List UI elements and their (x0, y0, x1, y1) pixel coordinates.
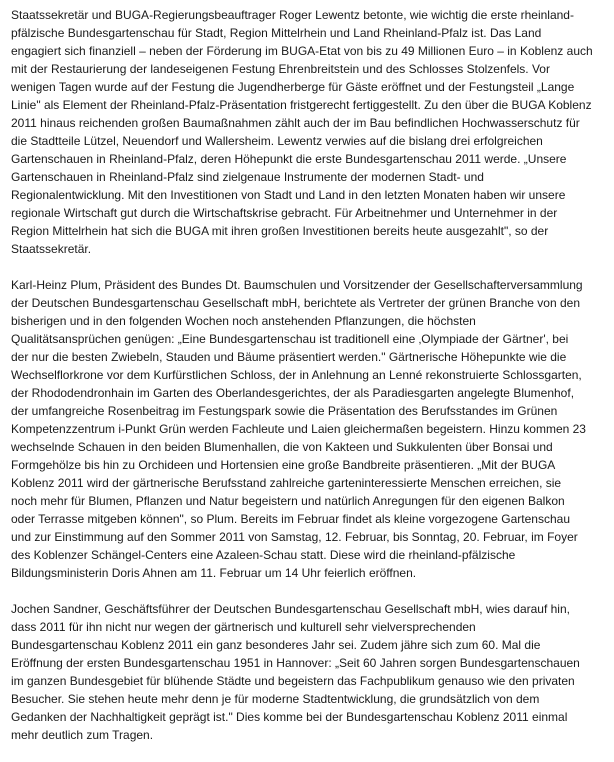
text-line: regionale Wirtschaft gut durch die Wirtschaftskrise gebracht. Für Arbeitnehmer und Unternehmer in der (11, 206, 558, 220)
article-body (11, 6, 611, 762)
text-line: Formgehölze bis hin zu Orchideen und Hortensien eine große Bandbreite präsentieren. „Mit der BUGA (11, 458, 556, 472)
paragraph-lewentz (11, 6, 611, 258)
text-line: im ganzen Bundesgebiet für blühende Städte und begeistern das Fachpublikum genauso wie den privaten (11, 674, 575, 688)
text-line: Koblenz 2011 wird der gärtnerische Berufsstand zahlreiche garteninteressierte Menschen erreichen, sie (11, 476, 562, 490)
text-line: und zur Einstimmung auf den Sommer 2011 von Samstag, 12. Februar, bis Sonntag, 20. Februar, im Foyer (11, 530, 578, 544)
text-line: Region Mittelrhein hat sich die BUGA mit ihren großen Investitionen bereits heute ausgezahlt", so der (11, 224, 549, 238)
text-line: dass 2011 für ihn nicht nur wegen der gärtnerisch und kulturell sehr vielversprechenden (11, 620, 476, 634)
text-line: oder Terrasse mitgeben können", so Plum. Bereits im Februar findet als kleine vorgezogene Gartenschau (11, 512, 571, 526)
text-line: Linie" als Element der Rheinland-Pfalz-Präsentation fristgerecht fertiggestellt. Zu den über die BUGA Koblenz (11, 98, 592, 112)
text-line: des Koblenzer Schängel-Centers eine Azaleen-Schau statt. Diese wird die rheinland-pfälzische (11, 548, 516, 562)
text-line: wechselnde Schauen in den beiden Blumenhallen, die von Kakteen und Sukkulenten über Bonsai und (11, 440, 553, 454)
text-line: pfälzische Bundesgartenschau für Stadt, Region Mittelrhein und Land Rheinland-Pfalz ist. Das Land (11, 26, 542, 40)
text-line: Eröffnung der ersten Bundesgartenschau 1951 in Hannover: „Seit 60 Jahren sorgen Bundesgartenschauen (11, 656, 580, 670)
text-line: Bundesgartenschau Koblenz 2011 ein ganz besonderes Jahr sei. Zudem jähre sich zum 60. Mal die (11, 638, 541, 652)
text-line: Wechselflorkrone vor dem Kurfürstlichen Schloss, der in Anlehnung an Lenné rekonstruierte Schlossgarten, (11, 368, 582, 382)
text-line: engagiert sich finanziell – neben der Förderung im BUGA-Etat von bis zu 49 Millionen Euro – in Koblenz auch (11, 44, 593, 58)
paragraph-sandner (11, 600, 611, 744)
text-line: mehr deutlich zum Tragen. (11, 728, 154, 742)
text-line: mit der Restaurierung der landeseigenen Festung Ehrenbreitstein und des Schlosses Stolzenfels. Vor (11, 62, 550, 76)
text-line: Staatssekretär. (11, 242, 92, 256)
text-line: Gartenschauen in Rheinland-Pfalz, deren Höhepunkt die erste Bundesgartenschau 2011 werde. „Unsere (11, 152, 567, 166)
text-line: Karl-Heinz Plum, Präsident des Bundes Dt. Baumschulen und Vorsitzender der Gesellschafterversammlung (11, 278, 583, 292)
text-line: Gedanken der Nachhaltigkeit geprägt ist." Dies komme bei der Bundesgartenschau Koblenz 2011 einmal (11, 710, 568, 724)
text-line: noch mehr für Blumen, Pflanzen und Natur begeistern und natürlich Anregungen für den eigenen Balkon (11, 494, 565, 508)
text-line: der Deutschen Bundesgartenschau Gesellschaft mbH, berichtete als Vertreter der grünen Branche von den (11, 296, 580, 310)
text-line: Gartenschauen in Rheinland-Pfalz sind zielgenaue Instrumente der modernen Stadt- und (11, 170, 484, 184)
text-line: wenigen Tagen wurde auf der Festung die Jugendherberge für Gäste eröffnet und der Festungsteil „Lange (11, 80, 575, 94)
text-line: Regionalentwicklung. Mit den Investitionen von Stadt und Land in den letzten Monaten haben wir unsere (11, 188, 566, 202)
text-line: Besucher. Sie stehen heute mehr denn je für moderne Stadtentwicklung, die grundsätzlich von dem (11, 692, 540, 706)
text-line: 2011 hinaus reichenden großen Baumaßnahmen zählt auch der im Bau befindlichen Hochwasserschutz für (11, 116, 580, 130)
text-line: der nur die besten Zwiebeln, Stauden und Bäume präsentiert werden." Gärtnerische Höhepunkte wie die (11, 350, 567, 364)
text-line: Kompetenzzentrum i-Punkt Grün werden Fachleute und Laien gleichermaßen begeistern. Hinzu kommen 23 (11, 422, 586, 436)
text-line: Bildungsministerin Doris Ahnen am 11. Februar um 14 Uhr feierlich eröffnen. (11, 566, 417, 580)
text-line: die Stadtteile Lützel, Neuendorf und Wallersheim. Lewentz verwies auf die bislang drei erfolgreichen (11, 134, 543, 148)
text-line: bisherigen und in den folgenden Wochen noch anstehenden Pflanzungen, die höchsten (11, 314, 476, 328)
text-line: der umfangreiche Rosenbeitrag im Festungspark sowie die Präsentation des Berufsstandes im Grünen (11, 404, 558, 418)
text-line: Qualitätsansprüchen genügen: „Eine Bundesgartenschau ist traditionell eine ‚Olympiade der Gärtner', bei (11, 332, 569, 346)
text-line: der Rhododendronhain im Garten des Oberlandesgerichtes, der als Paradiesgarten angelegte Blumenhof, (11, 386, 575, 400)
text-line: Jochen Sandner, Geschäftsführer der Deutschen Bundesgartenschau Gesellschaft mbH, wies darauf hin, (11, 602, 570, 616)
text-line: Staatssekretär und BUGA-Regierungsbeauftrager Roger Lewentz betonte, wie wichtig die erste rheinland- (11, 8, 574, 22)
paragraph-plum (11, 276, 611, 582)
